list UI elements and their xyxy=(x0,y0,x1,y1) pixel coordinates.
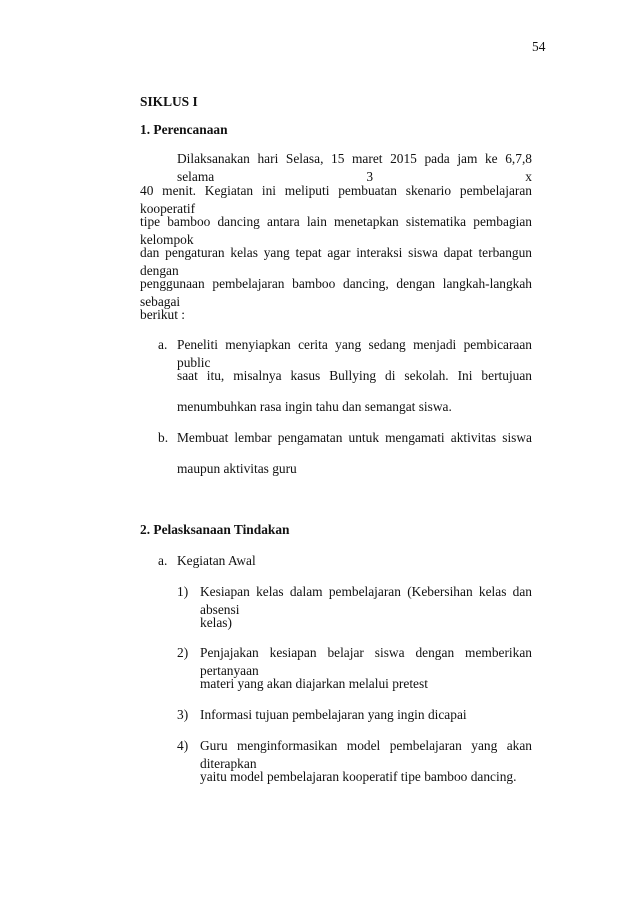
paragraph-line: berikut : xyxy=(140,307,185,322)
sub-heading: Kegiatan Awal xyxy=(177,553,256,568)
paragraph-line: Dilaksanakan hari Selasa, 15 maret 2015 pada jam ke 6,7,8 selama 3 x xyxy=(177,151,532,184)
step-line: yaitu model pembelajaran kooperatif tipe bamboo dancing. xyxy=(200,769,517,784)
section-title: SIKLUS I xyxy=(140,94,198,109)
step-marker: 3) xyxy=(177,707,189,722)
paragraph-line: 40 menit. Kegiatan ini meliputi pembuatan skenario pembelajaran kooperatif xyxy=(140,183,532,216)
step-line: Guru menginformasikan model pembelajaran yang akan diterapkan xyxy=(200,738,532,771)
list-item-line: menumbuhkan rasa ingin tahu dan semangat siswa. xyxy=(177,399,452,414)
list-item-line: maupun aktivitas guru xyxy=(177,461,297,476)
list-marker: a. xyxy=(158,337,168,352)
paragraph-line: tipe bamboo dancing antara lain menetapkan sistematika pembagian kelompok xyxy=(140,214,532,247)
heading-pelaksanaan: 2. Pelasksanaan Tindakan xyxy=(140,522,290,537)
paragraph-line: penggunaan pembelajaran bamboo dancing, dengan langkah-langkah sebagai xyxy=(140,276,532,309)
step-marker: 1) xyxy=(177,584,189,599)
list-item-line: saat itu, misalnya kasus Bullying di sekolah. Ini bertujuan xyxy=(177,368,532,383)
step-marker: 4) xyxy=(177,738,189,753)
step-line: Informasi tujuan pembelajaran yang ingin dicapai xyxy=(200,707,467,722)
step-line: materi yang akan diajarkan melalui pretest xyxy=(200,676,428,691)
step-line: Penjajakan kesiapan belajar siswa dengan memberikan pertanyaan xyxy=(200,645,532,678)
step-line: Kesiapan kelas dalam pembelajaran (Kebersihan kelas dan absensi xyxy=(200,584,532,617)
sub-heading-marker: a. xyxy=(158,553,168,568)
list-item-line: Membuat lembar pengamatan untuk mengamati aktivitas siswa xyxy=(177,430,532,445)
heading-perencanaan: 1. Perencanaan xyxy=(140,122,228,137)
list-marker: b. xyxy=(158,430,169,445)
paragraph-line: dan pengaturan kelas yang tepat agar interaksi siswa dapat terbangun dengan xyxy=(140,245,532,278)
step-line: kelas) xyxy=(200,615,232,630)
page-number: 54 xyxy=(532,39,546,54)
step-marker: 2) xyxy=(177,645,189,660)
list-item-line: Peneliti menyiapkan cerita yang sedang menjadi pembicaraan public xyxy=(177,337,532,370)
